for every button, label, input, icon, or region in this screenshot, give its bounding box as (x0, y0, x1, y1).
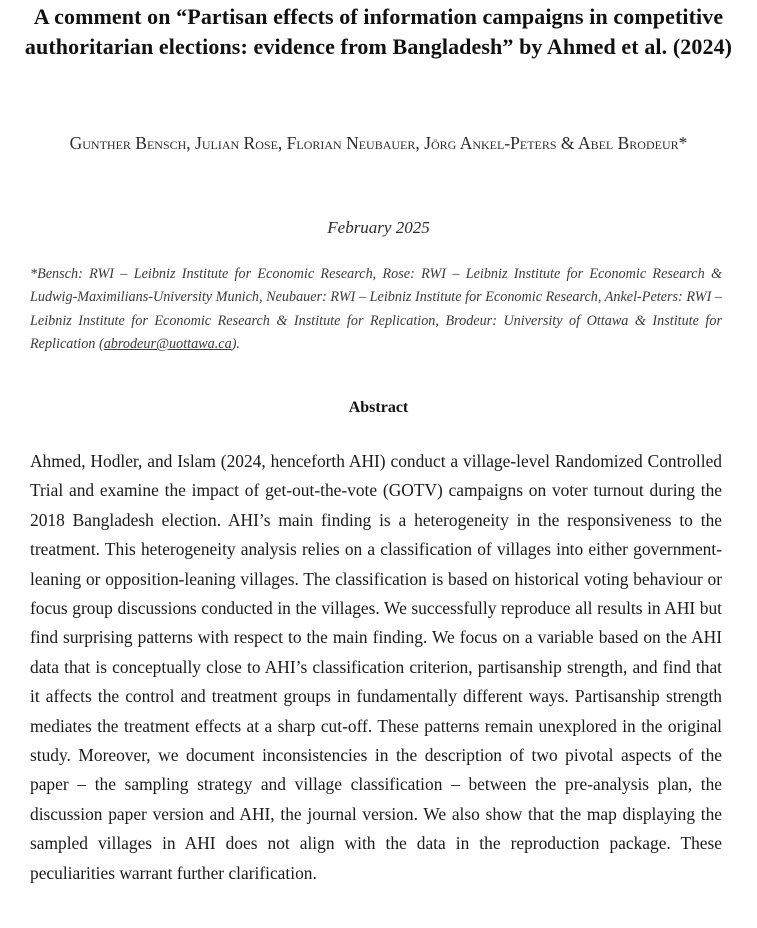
publication-date: February 2025 (327, 218, 430, 237)
abstract-body: Ahmed, Hodler, and Islam (2024, henceforth AHI) conduct a village-level Randomized Controlled Trial and examine the impact of get-out-the-vote (GOTV) campaigns on voter turnout during the 2018 Bangladesh election. AHI’s main finding is a heterogeneity in the responsiveness to the treatment. This heterogeneity analysis relies on a classification of villages into either government-leaning or opposition-leaning villages. The classification is based on historical voting behaviour or focus group discussions conducted in the villages. We successfully reproduce all results in AHI but find surprising patterns with respect to the main finding. We focus on a variable based on the AHI data that is conceptually close to AHI’s classification criterion, partisanship strength, and find that it affects the control and treatment groups in fundamentally different ways. Partisanship strength mediates the treatment effects at a sharp cut-off. These patterns remain unexplored in the original study. Moreover, we document inconsistencies in the description of two pivotal aspects of the paper – the sampling strategy and village classification – between the pre-analysis plan, the discussion paper version and AHI, the journal version. We also show that the map displaying the sampled villages in AHI does not align with the data in the reproduction package. These peculiarities warrant further clarification. (30, 451, 722, 883)
paper-title: A comment on “Partisan effects of information campaigns in competitive authoritarian elections: evidence from Bangladesh” by Ahmed et al. (2024) (24, 4, 733, 59)
contact-email-link[interactable]: abrodeur@uottawa.ca (103, 335, 232, 352)
author-affiliations (30, 263, 722, 356)
abstract-heading: Abstract (348, 399, 409, 416)
affiliations-close: ). (231, 335, 240, 352)
affiliations-text: *Bensch: RWI – Leibniz Institute for Economic Research, Rose: RWI – Leibniz Institute for Economic Research & Ludwig-Maximilians-University Munich, Neubauer: RWI – Leibniz Institute for Economic Research, Ankel-Peters: RWI – Leibniz Institute for Economic Research & Institute for Replication, Brodeur: University of Ottawa & Institute for Replication ( (30, 266, 722, 352)
author-list: Gunther Bensch, Julian Rose, Florian Neubauer, Jörg Ankel-Peters & Abel Brodeur* (69, 133, 688, 153)
